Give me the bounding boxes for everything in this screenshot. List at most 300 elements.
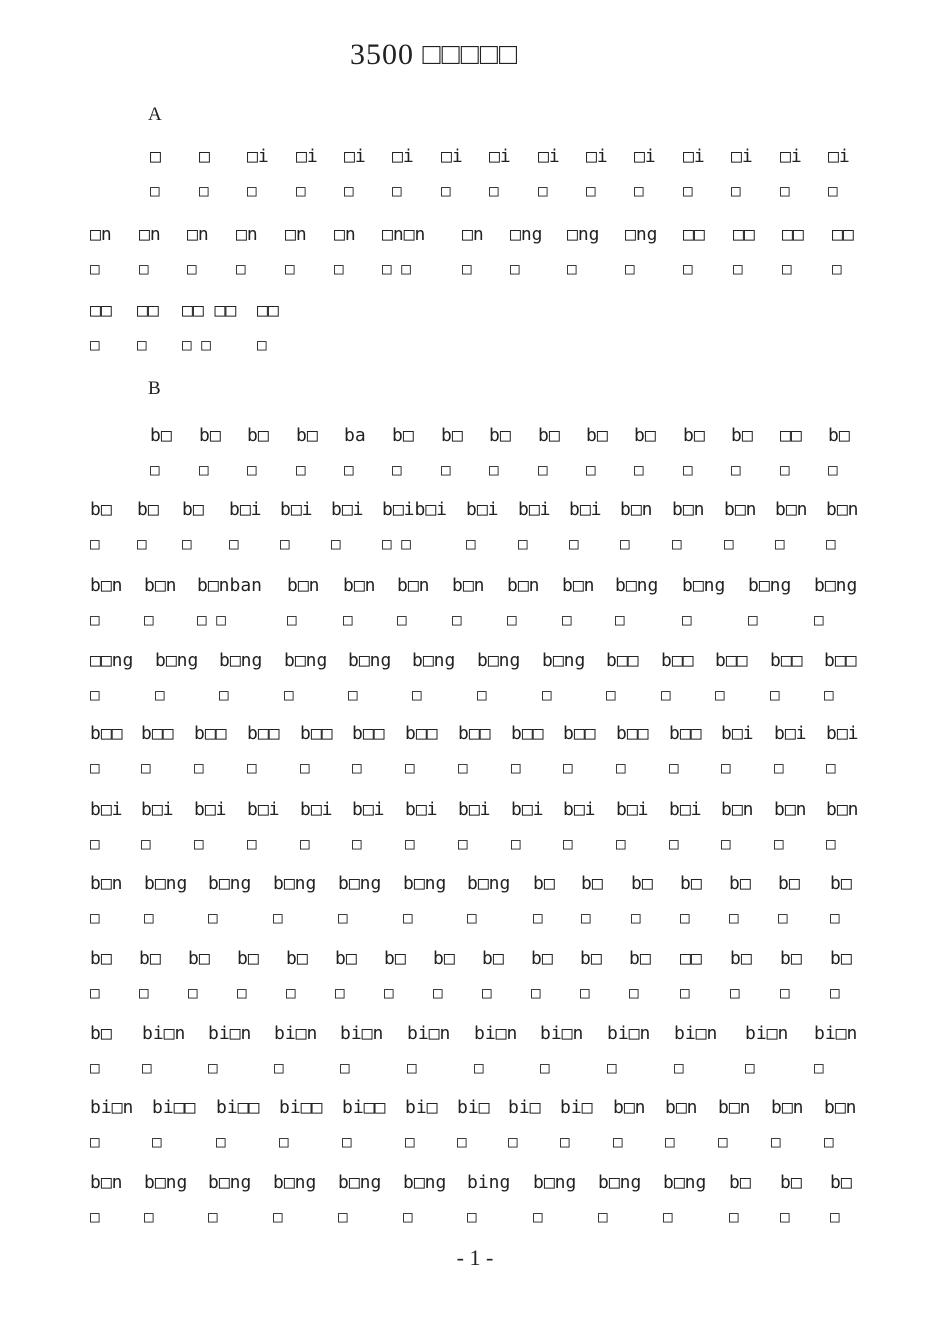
hanzi-character: □ xyxy=(538,181,548,200)
hanzi-character: □ xyxy=(683,259,693,278)
hanzi-character: □ xyxy=(780,983,790,1002)
hanzi-character: □ xyxy=(533,1207,543,1226)
pinyin-text: □n xyxy=(334,224,356,245)
hanzi-character: □ xyxy=(331,534,341,553)
pinyin-text: b□ng xyxy=(208,1172,252,1193)
hanzi-character: □ xyxy=(586,181,596,200)
pinyin-text: b□ng xyxy=(144,873,188,894)
pinyin-text: bi□n xyxy=(540,1023,584,1044)
hanzi-character: □ xyxy=(296,181,306,200)
pinyin-text: bi□n xyxy=(208,1023,252,1044)
pinyin-text: □□ xyxy=(137,300,159,321)
hanzi-character: □ xyxy=(334,259,344,278)
pinyin-text: b□i xyxy=(826,723,859,744)
pinyin-text: b□ xyxy=(247,425,269,446)
hanzi-character: □ xyxy=(715,685,725,704)
pinyin-text: □□ xyxy=(782,224,804,245)
hanzi-character: □ xyxy=(733,259,743,278)
hanzi-character: □ xyxy=(560,1132,570,1151)
hanzi-character: □ xyxy=(774,834,784,853)
pinyin-text: b□□ xyxy=(90,723,123,744)
pinyin-text: bi□ xyxy=(560,1097,593,1118)
pinyin-text: bi□□ xyxy=(279,1097,323,1118)
hanzi-character: □ xyxy=(182,534,192,553)
hanzi-character: □ xyxy=(194,758,204,777)
hanzi-character: □ xyxy=(90,259,100,278)
hanzi-character: □ xyxy=(606,685,616,704)
hanzi-character: □ xyxy=(613,1132,623,1151)
pinyin-text: b□i xyxy=(300,799,333,820)
pinyin-text: □i xyxy=(489,146,511,167)
pinyin-text: b□ xyxy=(780,1172,802,1193)
pinyin-text: b□ng xyxy=(348,650,392,671)
pinyin-text: □□ xyxy=(832,224,854,245)
pinyin-text: b□ng xyxy=(273,1172,317,1193)
pinyin-text: b□i xyxy=(352,799,385,820)
hanzi-character: □ xyxy=(774,758,784,777)
hanzi-character: □ xyxy=(90,1132,100,1151)
hanzi-character: □ xyxy=(199,460,209,479)
hanzi-character: □ xyxy=(352,834,362,853)
pinyin-text: b□□ xyxy=(669,723,702,744)
pinyin-text: ba xyxy=(344,425,366,446)
pinyin-text: b□n xyxy=(287,575,320,596)
hanzi-character: □ xyxy=(748,610,758,629)
pinyin-text: b□ xyxy=(531,948,553,969)
pinyin-text: □n xyxy=(139,224,161,245)
pinyin-text: □i xyxy=(780,146,802,167)
pinyin-text: b□ xyxy=(729,873,751,894)
hanzi-character: □ xyxy=(531,983,541,1002)
hanzi-character: □ xyxy=(412,685,422,704)
pinyin-text: b□ xyxy=(629,948,651,969)
pinyin-text: b□ xyxy=(731,425,753,446)
pinyin-text: b□□ xyxy=(824,650,857,671)
hanzi-character: □ xyxy=(273,908,283,927)
pinyin-text: b□i xyxy=(616,799,649,820)
hanzi-character: □ xyxy=(273,1207,283,1226)
hanzi-character: □ xyxy=(669,758,679,777)
hanzi-character: □ xyxy=(634,181,644,200)
pinyin-text: b□ng xyxy=(403,873,447,894)
pinyin-text: b□ xyxy=(139,948,161,969)
pinyin-text: b□□ xyxy=(458,723,491,744)
pinyin-text: b□□ xyxy=(141,723,174,744)
pinyin-text: b□i xyxy=(141,799,174,820)
pinyin-text: b□ xyxy=(729,1172,751,1193)
hanzi-character: □ xyxy=(672,534,682,553)
hanzi-character: □ xyxy=(616,834,626,853)
pinyin-text: □□ xyxy=(257,300,279,321)
pinyin-text: bi□ xyxy=(457,1097,490,1118)
pinyin-text: b□n xyxy=(507,575,540,596)
pinyin-text: b□ng xyxy=(477,650,521,671)
pinyin-text: b□ xyxy=(631,873,653,894)
hanzi-character: □ xyxy=(616,758,626,777)
hanzi-character: □ xyxy=(194,834,204,853)
pinyin-text: bi□n xyxy=(407,1023,451,1044)
hanzi-character: □ xyxy=(403,1207,413,1226)
page-number: - 1 - xyxy=(456,1245,494,1270)
pinyin-text: b□i xyxy=(669,799,702,820)
hanzi-character: □ □ xyxy=(197,610,226,629)
hanzi-character: □ xyxy=(90,1058,100,1077)
pinyin-text: b□ng xyxy=(748,575,792,596)
hanzi-character: □ xyxy=(510,259,520,278)
pinyin-text: b□ xyxy=(538,425,560,446)
pinyin-text: b□i xyxy=(90,799,123,820)
hanzi-character: □ xyxy=(208,908,218,927)
hanzi-character: □ xyxy=(782,259,792,278)
hanzi-character: □ xyxy=(150,460,160,479)
pinyin-text: b□□ xyxy=(511,723,544,744)
pinyin-text: b□ xyxy=(830,948,852,969)
hanzi-character: □ xyxy=(830,983,840,1002)
pinyin-text: b□n xyxy=(724,499,757,520)
pinyin-text: b□n xyxy=(826,499,859,520)
hanzi-character: □ xyxy=(90,908,100,927)
pinyin-text: bi□n xyxy=(474,1023,518,1044)
pinyin-text: bi□n xyxy=(90,1097,134,1118)
pinyin-text: bi□□ xyxy=(216,1097,260,1118)
pinyin-text: b□n xyxy=(144,575,177,596)
hanzi-character: □ xyxy=(780,1207,790,1226)
pinyin-text: b□i xyxy=(331,499,364,520)
hanzi-character: □ xyxy=(236,259,246,278)
pinyin-text: bi□n xyxy=(607,1023,651,1044)
pinyin-text: b□ng xyxy=(155,650,199,671)
pinyin-text: b□ xyxy=(296,425,318,446)
pinyin-text: □i xyxy=(634,146,656,167)
hanzi-character: □ xyxy=(682,610,692,629)
pinyin-text: □□ng xyxy=(90,650,134,671)
hanzi-character: □ xyxy=(683,460,693,479)
pinyin-text: b□n xyxy=(397,575,430,596)
pinyin-text: □i xyxy=(247,146,269,167)
pinyin-text: □i xyxy=(828,146,850,167)
hanzi-character: □ xyxy=(533,908,543,927)
pinyin-text: b□n xyxy=(562,575,595,596)
pinyin-text: b□n xyxy=(343,575,376,596)
pinyin-text: b□ xyxy=(533,873,555,894)
hanzi-character: □ xyxy=(285,259,295,278)
hanzi-character: □ xyxy=(489,460,499,479)
pinyin-text: b□ng xyxy=(219,650,263,671)
pinyin-text: bi□n xyxy=(745,1023,789,1044)
pinyin-text: b□ xyxy=(828,425,850,446)
hanzi-character: □ xyxy=(90,335,100,354)
hanzi-character: □ xyxy=(90,758,100,777)
pinyin-text: b□□ xyxy=(661,650,694,671)
hanzi-character: □ xyxy=(343,610,353,629)
pinyin-text: □ng xyxy=(567,224,600,245)
hanzi-character: □ xyxy=(518,534,528,553)
pinyin-text: b□n xyxy=(613,1097,646,1118)
pinyin-text: b□i xyxy=(466,499,499,520)
pinyin-text: b□ xyxy=(683,425,705,446)
hanzi-character: □ xyxy=(482,983,492,1002)
hanzi-character: □ xyxy=(405,834,415,853)
pinyin-text: b□ng xyxy=(533,1172,577,1193)
hanzi-character: □ xyxy=(397,610,407,629)
hanzi-character: □ xyxy=(287,610,297,629)
pinyin-text: b□ xyxy=(580,948,602,969)
hanzi-character: □ xyxy=(511,758,521,777)
pinyin-text: b□ xyxy=(730,948,752,969)
hanzi-character: □ xyxy=(338,1207,348,1226)
section-label-a: A xyxy=(148,104,162,125)
pinyin-text: b□i xyxy=(405,799,438,820)
hanzi-character: □ xyxy=(403,908,413,927)
pinyin-text: b□ xyxy=(150,425,172,446)
hanzi-character: □ xyxy=(352,758,362,777)
hanzi-character: □ xyxy=(729,1207,739,1226)
hanzi-character: □ xyxy=(629,983,639,1002)
hanzi-character: □ xyxy=(507,610,517,629)
pinyin-text: b□ng xyxy=(208,873,252,894)
pinyin-text: b□n xyxy=(824,1097,857,1118)
hanzi-character: □ xyxy=(540,1058,550,1077)
hanzi-character: □ xyxy=(344,460,354,479)
hanzi-character: □ xyxy=(828,181,838,200)
hanzi-character: □ xyxy=(340,1058,350,1077)
hanzi-character: □ xyxy=(286,983,296,1002)
hanzi-character: □ xyxy=(90,834,100,853)
hanzi-character: □ xyxy=(441,460,451,479)
pinyin-text: b□n xyxy=(672,499,705,520)
pinyin-text: □n xyxy=(236,224,258,245)
hanzi-character: □ xyxy=(731,181,741,200)
pinyin-text: b□i xyxy=(458,799,491,820)
hanzi-character: □ xyxy=(137,335,147,354)
hanzi-character: □ xyxy=(663,1207,673,1226)
pinyin-text: b□ xyxy=(137,499,159,520)
hanzi-character: □ xyxy=(625,259,635,278)
hanzi-character: □ xyxy=(187,259,197,278)
pinyin-text: b□□ xyxy=(563,723,596,744)
hanzi-character: □ xyxy=(392,181,402,200)
pinyin-text: b□ng xyxy=(284,650,328,671)
hanzi-character: □ xyxy=(433,983,443,1002)
hanzi-character: □ xyxy=(830,908,840,927)
pinyin-text: b□ng xyxy=(814,575,858,596)
pinyin-text: □i xyxy=(392,146,414,167)
pinyin-text: b□i xyxy=(563,799,596,820)
pinyin-text: b□ xyxy=(237,948,259,969)
hanzi-character: □ xyxy=(90,685,100,704)
pinyin-text: b□ xyxy=(680,873,702,894)
pinyin-text: □n xyxy=(462,224,484,245)
pinyin-text: □n xyxy=(285,224,307,245)
pinyin-text: bi□n xyxy=(814,1023,858,1044)
pinyin-text: b□n xyxy=(90,873,123,894)
pinyin-text: b□ng xyxy=(663,1172,707,1193)
hanzi-character: □ □ xyxy=(382,534,411,553)
hanzi-character: □ xyxy=(631,908,641,927)
hanzi-character: □ xyxy=(674,1058,684,1077)
hanzi-character: □ xyxy=(229,534,239,553)
hanzi-character: □ xyxy=(144,610,154,629)
hanzi-character: □ xyxy=(680,983,690,1002)
pinyin-text: □i xyxy=(296,146,318,167)
pinyin-text: b□ng xyxy=(144,1172,188,1193)
pinyin-text: □□ □□ xyxy=(182,300,237,321)
section-label-b: B xyxy=(148,378,161,399)
pinyin-text: b□ib□i xyxy=(382,499,448,520)
hanzi-character: □ xyxy=(199,181,209,200)
hanzi-character: □ xyxy=(141,758,151,777)
pinyin-text: b□□ xyxy=(606,650,639,671)
hanzi-character: □ xyxy=(257,335,267,354)
hanzi-character: □ xyxy=(814,1058,824,1077)
hanzi-character: □ xyxy=(634,460,644,479)
hanzi-character: □ xyxy=(144,1207,154,1226)
pinyin-text: □i xyxy=(731,146,753,167)
hanzi-character: □ xyxy=(474,1058,484,1077)
pinyin-text: b□i xyxy=(511,799,544,820)
hanzi-character: □ xyxy=(598,1207,608,1226)
hanzi-character: □ xyxy=(780,181,790,200)
pinyin-text: b□i xyxy=(774,723,807,744)
hanzi-character: □ xyxy=(384,983,394,1002)
hanzi-character: □ xyxy=(279,1132,289,1151)
pinyin-text: b□□ xyxy=(770,650,803,671)
pinyin-text: b□ xyxy=(780,948,802,969)
hanzi-character: □ xyxy=(90,1207,100,1226)
pinyin-text: □ng xyxy=(510,224,543,245)
hanzi-character: □ xyxy=(832,259,842,278)
pinyin-text: bing xyxy=(467,1172,511,1193)
hanzi-character: □ xyxy=(152,1132,162,1151)
hanzi-character: □ xyxy=(826,534,836,553)
hanzi-character: □ xyxy=(826,758,836,777)
pinyin-text: b□n xyxy=(620,499,653,520)
hanzi-character: □ xyxy=(466,534,476,553)
pinyin-text: b□ng xyxy=(412,650,456,671)
hanzi-character: □ xyxy=(458,758,468,777)
hanzi-character: □ xyxy=(392,460,402,479)
pinyin-text: bi□n xyxy=(142,1023,186,1044)
pinyin-text: b□ xyxy=(830,1172,852,1193)
pinyin-text: b□ xyxy=(441,425,463,446)
hanzi-character: □ □ xyxy=(382,259,411,278)
pinyin-text: b□ xyxy=(384,948,406,969)
hanzi-character: □ xyxy=(731,460,741,479)
pinyin-text: b□□ xyxy=(300,723,333,744)
hanzi-character: □ xyxy=(462,259,472,278)
pinyin-text: b□ xyxy=(586,425,608,446)
pinyin-text: b□ xyxy=(188,948,210,969)
hanzi-character: □ xyxy=(745,1058,755,1077)
hanzi-character: □ xyxy=(620,534,630,553)
hanzi-character: □ xyxy=(137,534,147,553)
hanzi-character: □ xyxy=(669,834,679,853)
hanzi-character: □ xyxy=(247,834,257,853)
hanzi-character: □ xyxy=(90,534,100,553)
hanzi-character: □ xyxy=(90,610,100,629)
pinyin-text: b□ xyxy=(433,948,455,969)
pinyin-text: b□n xyxy=(665,1097,698,1118)
hanzi-character: □ xyxy=(338,908,348,927)
hanzi-character: □ xyxy=(208,1207,218,1226)
pinyin-text: b□n xyxy=(718,1097,751,1118)
pinyin-text: b□ xyxy=(489,425,511,446)
pinyin-text: b□ xyxy=(335,948,357,969)
hanzi-character: □ xyxy=(724,534,734,553)
pinyin-text: □i xyxy=(683,146,705,167)
hanzi-character: □ xyxy=(680,908,690,927)
hanzi-character: □ xyxy=(144,908,154,927)
hanzi-character: □ xyxy=(247,758,257,777)
pinyin-text: □□ xyxy=(683,224,705,245)
pinyin-text: b□n xyxy=(721,799,754,820)
hanzi-character: □ xyxy=(489,181,499,200)
hanzi-character: □ xyxy=(511,834,521,853)
pinyin-text: □i xyxy=(344,146,366,167)
hanzi-character: □ xyxy=(139,983,149,1002)
hanzi-character: □ xyxy=(607,1058,617,1077)
hanzi-character: □ xyxy=(824,685,834,704)
hanzi-character: □ xyxy=(567,259,577,278)
hanzi-character: □ xyxy=(335,983,345,1002)
pinyin-text: b□ xyxy=(182,499,204,520)
hanzi-character: □ xyxy=(508,1132,518,1151)
pinyin-text: b□ng xyxy=(273,873,317,894)
pinyin-text: b□i xyxy=(229,499,262,520)
pinyin-text: □□ xyxy=(780,425,802,446)
hanzi-character: □ xyxy=(721,758,731,777)
hanzi-character: □ xyxy=(188,983,198,1002)
pinyin-text: □ng xyxy=(625,224,658,245)
pinyin-text: b□ xyxy=(778,873,800,894)
pinyin-text: □ xyxy=(199,146,210,167)
hanzi-character: □ xyxy=(828,460,838,479)
hanzi-character: □ xyxy=(441,181,451,200)
pinyin-text: b□□ xyxy=(352,723,385,744)
pinyin-text: b□i xyxy=(518,499,551,520)
pinyin-text: b□n xyxy=(452,575,485,596)
pinyin-text: bi□n xyxy=(340,1023,384,1044)
hanzi-character: □ xyxy=(538,460,548,479)
hanzi-character: □ xyxy=(824,1132,834,1151)
hanzi-character: □ xyxy=(247,181,257,200)
hanzi-character: □ xyxy=(778,908,788,927)
hanzi-character: □ xyxy=(216,1132,226,1151)
pinyin-text: b□ng xyxy=(615,575,659,596)
pinyin-text: □n xyxy=(90,224,112,245)
hanzi-character: □ xyxy=(208,1058,218,1077)
hanzi-character: □ xyxy=(150,181,160,200)
hanzi-character: □ xyxy=(580,983,590,1002)
hanzi-character: □ xyxy=(141,834,151,853)
pinyin-text: b□□ xyxy=(715,650,748,671)
hanzi-character: □ xyxy=(274,1058,284,1077)
pinyin-text: b□ xyxy=(199,425,221,446)
hanzi-character: □ xyxy=(721,834,731,853)
hanzi-character: □ xyxy=(563,758,573,777)
pinyin-text: bi□ xyxy=(405,1097,438,1118)
pinyin-text: b□ng xyxy=(542,650,586,671)
pinyin-text: □□ xyxy=(90,300,112,321)
hanzi-character: □ xyxy=(457,1132,467,1151)
hanzi-character: □ xyxy=(562,610,572,629)
pinyin-text: b□ng xyxy=(403,1172,447,1193)
pinyin-text: b□n xyxy=(90,575,123,596)
hanzi-character: □ xyxy=(300,834,310,853)
pinyin-text: b□ng xyxy=(598,1172,642,1193)
hanzi-character: □ xyxy=(300,758,310,777)
pinyin-text: b□□ xyxy=(616,723,649,744)
